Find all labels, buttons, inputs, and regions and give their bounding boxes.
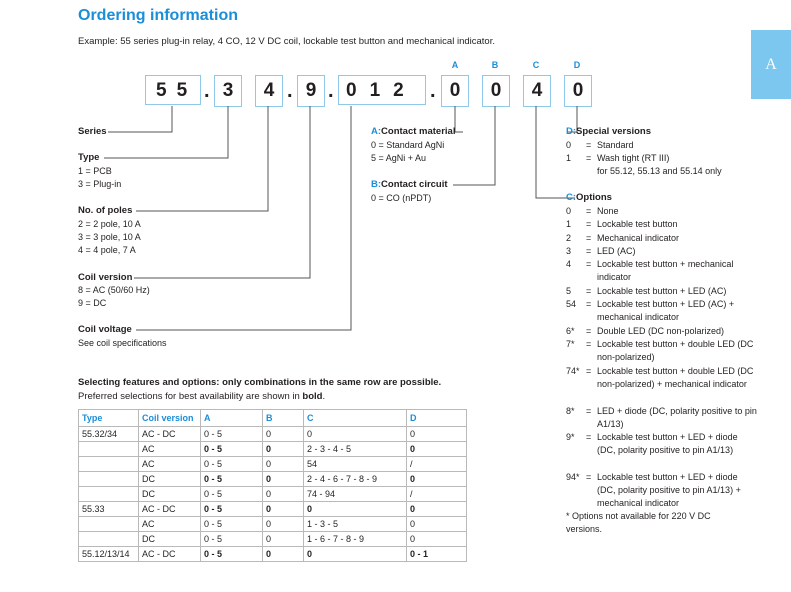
table-cell-c: 0 <box>304 427 407 442</box>
option-code: 8* <box>566 405 575 416</box>
coil-voltage-note: See coil specifications <box>78 338 167 348</box>
option-item <box>566 338 756 365</box>
table-row <box>79 547 467 562</box>
section-tab-letter: A <box>765 56 777 73</box>
table-cell-a: 0 - 5 <box>201 547 263 562</box>
code-digit-1: 5 <box>156 80 177 101</box>
table-cell-coil: DC <box>139 472 201 487</box>
table-row <box>79 517 467 532</box>
special-versions-label <box>566 126 651 137</box>
coil-version-label: Coil version <box>78 272 133 283</box>
table-cell-c: 0 <box>304 547 407 562</box>
table-row <box>79 472 467 487</box>
code-b-box: 0 <box>482 75 510 107</box>
option-desc: LED + diode (DC, polarity positive to pin A1/13) <box>597 405 757 429</box>
selecting-subheading <box>78 391 325 402</box>
code-letter-c: C <box>532 60 540 70</box>
option-code: 0 <box>566 206 572 216</box>
table-cell-coil: AC <box>139 517 201 532</box>
option-code: 5 <box>566 285 572 296</box>
table-cell-b: 0 <box>263 472 304 487</box>
options-title: Options <box>576 192 612 203</box>
table-cell-d: 0 <box>407 472 467 487</box>
selecting-sub-prefix: Preferred selections for best availability are shown in <box>78 391 303 402</box>
contact-material-title: Contact material <box>381 126 456 137</box>
option-desc: Lockable test button <box>597 219 678 230</box>
table-cell-b: 0 <box>263 457 304 472</box>
table-cell-coil: DC <box>139 532 201 547</box>
table-cell-a: 0 - 5 <box>201 532 263 547</box>
option-code: 3 <box>566 245 572 256</box>
poles-option: 4 = 4 pole, 7 A <box>78 245 136 255</box>
equals-sign: = <box>586 206 592 216</box>
table-cell-type <box>79 457 139 472</box>
table-cell-c: 0 <box>304 502 407 517</box>
table-cell-type: 55.12/13/14 <box>79 547 139 562</box>
special-versions-note: for 55.12, 55.13 and 55.14 only <box>597 166 722 176</box>
table-cell-type <box>79 517 139 532</box>
coil-version-option: 8 = AC (50/60 Hz) <box>78 285 150 295</box>
table-body <box>79 427 467 562</box>
option-desc: Double LED (DC non-polarized) <box>597 325 725 336</box>
option-desc: Lockable test button + double LED (DC non-polarized) + mechanical indicator <box>597 365 754 389</box>
poles-label: No. of poles <box>78 205 133 216</box>
option-code: 9* <box>566 432 575 443</box>
coil-version-option: 9 = DC <box>78 298 107 308</box>
option-code: 1 <box>566 219 572 230</box>
table-cell-coil: AC <box>139 442 201 457</box>
table-cell-type: 55.33 <box>79 502 139 517</box>
contact-material-label <box>371 126 455 137</box>
option-item <box>566 232 756 245</box>
code-dot: . <box>204 80 210 102</box>
table-cell-c: 74 - 94 <box>304 487 407 502</box>
equals-sign: = <box>586 299 592 310</box>
equals-sign: = <box>586 153 592 163</box>
option-item <box>566 471 756 511</box>
type-option: 3 = Plug-in <box>78 179 122 189</box>
options-label <box>566 192 612 203</box>
table-cell-d: / <box>407 487 467 502</box>
code-poles-box: 4 <box>255 75 283 107</box>
table-cell-b: 0 <box>263 517 304 532</box>
special-versions-title: Special versions <box>576 126 652 137</box>
table-cell-coil: AC <box>139 457 201 472</box>
option-code: 7* <box>566 339 575 349</box>
option-code: 2 <box>566 232 572 243</box>
example-text: Example: 55 series plug-in relay, 4 CO, 12 V DC coil, lockable test button and mechanical indicator. <box>78 36 495 47</box>
table-cell-coil: AC - DC <box>139 547 201 562</box>
table-cell-a: 0 - 5 <box>201 487 263 502</box>
code-d-box: 0 <box>564 75 592 107</box>
equals-sign: = <box>586 365 592 376</box>
table-cell-a: 0 - 5 <box>201 472 263 487</box>
option-desc: Lockable test button + mechanical indicator <box>597 259 734 283</box>
contact-material-option: 0 = Standard AgNi <box>371 140 445 150</box>
code-dot: . <box>328 80 334 102</box>
option-desc: LED (AC) <box>597 245 636 256</box>
option-desc: Lockable test button + LED + diode (DC, polarity positive to pin A1/13) + mechanical indicator <box>597 472 741 508</box>
series-label: Series <box>78 126 107 137</box>
special-version-code: 1 <box>566 153 572 163</box>
option-code: 54 <box>566 299 577 310</box>
table-row <box>79 502 467 517</box>
equals-sign: = <box>586 432 592 443</box>
table-cell-b: 0 <box>263 442 304 457</box>
contact-circuit-option: 0 = CO (nPDT) <box>371 193 432 203</box>
coil-voltage-label: Coil voltage <box>78 324 132 335</box>
table-cell-d: / <box>407 457 467 472</box>
table-cell-type: 55.32/34 <box>79 427 139 442</box>
equals-sign: = <box>586 339 592 349</box>
code-digit-8: 2 <box>393 80 417 101</box>
option-desc: None <box>597 206 619 216</box>
option-item <box>566 298 756 325</box>
option-code: 74* <box>566 365 580 376</box>
table-cell-c: 2 - 4 - 6 - 7 - 8 - 9 <box>304 472 407 487</box>
options-footnote: * Options not available for 220 V DC versions. <box>566 511 711 534</box>
equals-sign: = <box>586 472 592 482</box>
selecting-heading: Selecting features and options: only combinations in the same row are possible. <box>78 377 442 388</box>
equals-sign: = <box>586 325 592 336</box>
equals-sign: = <box>586 232 592 243</box>
table-cell-a: 0 - 5 <box>201 442 263 457</box>
option-item <box>566 258 756 285</box>
option-item <box>566 285 756 298</box>
table-cell-b: 0 <box>263 427 304 442</box>
option-item <box>566 365 756 405</box>
table-cell-c: 1 - 6 - 7 - 8 - 9 <box>304 532 407 547</box>
table-cell-type <box>79 442 139 457</box>
code-dot: . <box>287 80 293 102</box>
option-desc: Lockable test button + LED (AC) + mechanical indicator <box>597 299 735 323</box>
equals-sign: = <box>586 259 592 270</box>
table-row <box>79 442 467 457</box>
table-header: A <box>201 410 263 427</box>
table-header: Type <box>79 410 139 427</box>
code-letter-d: D <box>573 60 581 70</box>
options-prefix: C: <box>566 192 577 203</box>
option-item <box>566 325 756 338</box>
table-cell-coil: AC - DC <box>139 502 201 517</box>
contact-circuit-prefix: B: <box>371 179 382 190</box>
code-letter-b: B <box>491 60 499 70</box>
option-desc: Lockable test button + LED (AC) <box>597 285 727 296</box>
special-version-item <box>566 139 756 152</box>
code-digit-2: 5 <box>176 80 198 101</box>
contact-circuit-title: Contact circuit <box>381 179 448 190</box>
table-cell-d: 0 <box>407 532 467 547</box>
equals-sign: = <box>586 405 592 416</box>
table-cell-d: 0 <box>407 502 467 517</box>
table-header: C <box>304 410 407 427</box>
table-cell-coil: AC - DC <box>139 427 201 442</box>
option-code: 6* <box>566 325 575 336</box>
table-row <box>79 487 467 502</box>
table-cell-d: 0 <box>407 427 467 442</box>
table-header: D <box>407 410 467 427</box>
poles-option: 3 = 3 pole, 10 A <box>78 232 141 242</box>
table-cell-a: 0 - 5 <box>201 517 263 532</box>
code-coil-version-box: 9 <box>297 75 325 107</box>
special-version-desc: Standard <box>597 140 634 150</box>
table-cell-type <box>79 487 139 502</box>
equals-sign: = <box>586 140 592 150</box>
table-cell-coil: DC <box>139 487 201 502</box>
option-item <box>566 245 756 258</box>
option-item <box>566 405 756 432</box>
table-cell-d: 0 - 1 <box>407 547 467 562</box>
contact-material-prefix: A: <box>371 126 382 137</box>
equals-sign: = <box>586 219 592 230</box>
special-version-item <box>566 152 756 165</box>
code-c-box: 4 <box>523 75 551 107</box>
table-cell-c: 54 <box>304 457 407 472</box>
table-row <box>79 532 467 547</box>
equals-sign: = <box>586 285 592 296</box>
special-version-desc: Wash tight (RT III) <box>597 153 670 163</box>
option-desc: Mechanical indicator <box>597 232 680 243</box>
type-label: Type <box>78 152 100 163</box>
code-a-box: 0 <box>441 75 469 107</box>
option-item <box>566 205 756 218</box>
contact-material-option: 5 = AgNi + Au <box>371 153 427 163</box>
table-cell-b: 0 <box>263 487 304 502</box>
option-code: 94* <box>566 472 580 482</box>
code-type-box: 3 <box>214 75 242 107</box>
table-cell-d: 0 <box>407 442 467 457</box>
table-cell-a: 0 - 5 <box>201 457 263 472</box>
table-row <box>79 427 467 442</box>
code-dot: . <box>430 80 436 102</box>
code-letter-a: A <box>451 60 459 70</box>
option-desc: Lockable test button + LED + diode (DC, polarity positive to pin A1/13) <box>597 432 738 456</box>
option-desc: Lockable test button + double LED (DC non-polarized) <box>597 339 754 362</box>
selecting-sub-suffix: . <box>322 391 326 402</box>
type-option: 1 = PCB <box>78 166 112 176</box>
table-cell-b: 0 <box>263 547 304 562</box>
special-version-code: 0 <box>566 140 572 150</box>
contact-circuit-label <box>371 179 448 190</box>
code-digit-7: 1 <box>369 80 394 101</box>
option-item <box>566 218 756 231</box>
poles-option: 2 = 2 pole, 10 A <box>78 219 141 229</box>
table-cell-b: 0 <box>263 502 304 517</box>
table-header: Coil version <box>139 410 201 427</box>
table-row <box>79 457 467 472</box>
table-cell-c: 1 - 3 - 5 <box>304 517 407 532</box>
table-cell-type <box>79 532 139 547</box>
feature-table <box>78 409 467 562</box>
equals-sign: = <box>586 245 592 256</box>
table-cell-type <box>79 472 139 487</box>
option-item <box>566 431 756 471</box>
selecting-sub-bold: bold <box>302 391 323 402</box>
option-code: 4 <box>566 259 572 270</box>
page-title: Ordering information <box>78 7 238 24</box>
table-cell-a: 0 - 5 <box>201 502 263 517</box>
table-cell-c: 2 - 3 - 4 - 5 <box>304 442 407 457</box>
code-digit-6: 0 <box>346 80 370 101</box>
table-cell-b: 0 <box>263 532 304 547</box>
table-header-row <box>79 410 467 427</box>
special-versions-prefix: D: <box>566 126 577 137</box>
table-cell-a: 0 - 5 <box>201 427 263 442</box>
table-header: B <box>263 410 304 427</box>
table-cell-d: 0 <box>407 517 467 532</box>
